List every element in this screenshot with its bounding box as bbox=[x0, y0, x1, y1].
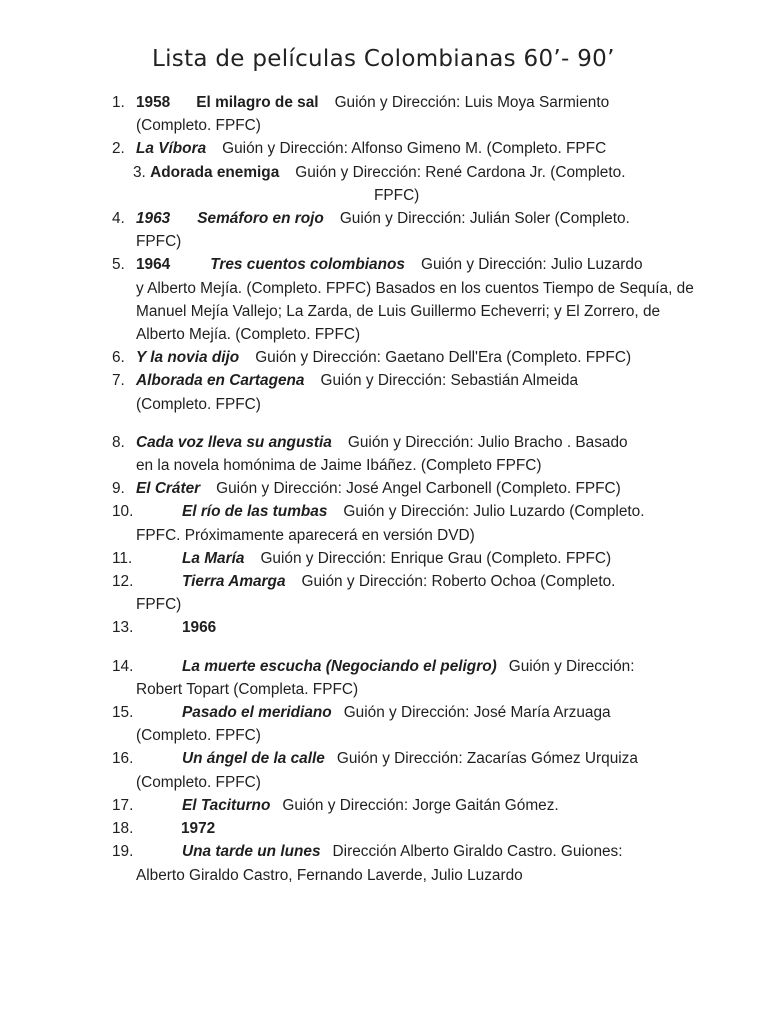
item-description: Guión y Dirección: Enrique Grau (Completo. FPFC) bbox=[260, 549, 612, 567]
item-continuation: (Completo. FPFC) bbox=[136, 727, 261, 745]
item-description: Guión y Dirección: José María Arzuaga bbox=[343, 704, 611, 722]
item-number: 10. bbox=[112, 503, 134, 521]
item-year: 1963 bbox=[136, 210, 171, 228]
list-item-6 bbox=[0, 346, 768, 369]
item-film-title: El Taciturno bbox=[182, 796, 271, 814]
list-item-3 bbox=[0, 161, 768, 207]
item-continuation: FPFC) bbox=[136, 233, 182, 251]
item-number: 16. bbox=[112, 750, 134, 768]
item-film-title: El Cráter bbox=[136, 480, 201, 498]
item-description: Guión y Dirección: Julio Luzardo (Completo. bbox=[343, 503, 645, 521]
item-film-title: Semáforo en rojo bbox=[197, 210, 324, 228]
item-description: Guión y Dirección: Roberto Ochoa (Completo. bbox=[301, 573, 616, 591]
item-continuation: en la novela homónima de Jaime Ibáñez. (Completo FPFC) bbox=[136, 457, 542, 475]
film-list bbox=[0, 91, 768, 887]
list-item-10 bbox=[0, 500, 768, 546]
item-description: Guión y Dirección: bbox=[508, 657, 635, 675]
item-number: 8. bbox=[112, 433, 125, 451]
item-film-title: La María bbox=[182, 549, 245, 567]
item-continuation: (Completo. FPFC) bbox=[136, 395, 261, 413]
list-item-19 bbox=[0, 840, 768, 886]
list-item-2 bbox=[0, 137, 768, 160]
item-continuation: FPFC) bbox=[136, 596, 182, 614]
list-item-1 bbox=[0, 91, 768, 137]
item-number: 17. bbox=[112, 796, 134, 814]
item-continuation: (Completo. FPFC) bbox=[136, 117, 261, 135]
list-item-5 bbox=[0, 253, 768, 346]
item-number: 11. bbox=[112, 549, 133, 567]
item-number: 2. bbox=[112, 140, 125, 158]
item-film-title: Tierra Amarga bbox=[182, 573, 286, 591]
item-number: 6. bbox=[112, 349, 125, 367]
item-number: 13. bbox=[112, 619, 134, 637]
item-continuation: Robert Topart (Completa. FPFC) bbox=[136, 680, 359, 698]
item-number: 3. bbox=[133, 163, 146, 181]
item-description: Guión y Dirección: Luis Moya Sarmiento bbox=[334, 94, 610, 111]
item-number: 7. bbox=[112, 372, 125, 390]
item-description: Guión y Dirección: Jorge Gaitán Gómez. bbox=[282, 796, 559, 814]
item-description: Guión y Dirección: Julio Bracho . Basado bbox=[347, 433, 628, 451]
list-item-7 bbox=[0, 369, 768, 415]
item-number: 1. bbox=[112, 94, 125, 111]
item-film-title: Y la novia dijo bbox=[136, 349, 240, 367]
item-number: 5. bbox=[112, 256, 125, 274]
list-item-12 bbox=[0, 570, 768, 616]
item-film-title: Pasado el meridiano bbox=[182, 704, 332, 722]
item-number: 15. bbox=[112, 704, 134, 722]
item-description: Guión y Dirección: Julián Soler (Completo. bbox=[339, 210, 630, 228]
list-item-16 bbox=[0, 747, 768, 793]
item-year: 1966 bbox=[182, 619, 217, 637]
item-film-title: El milagro de sal bbox=[196, 94, 319, 111]
item-description: Guión y Dirección: René Cardona Jr. (Completo. bbox=[295, 163, 626, 181]
item-number: 14. bbox=[112, 657, 134, 675]
item-description: Guión y Dirección: José Angel Carbonell (Completo. FPFC) bbox=[216, 480, 621, 498]
list-item-9 bbox=[0, 477, 768, 500]
item-number: 19. bbox=[112, 843, 134, 861]
item-film-title: La Víbora bbox=[136, 140, 207, 158]
item-continuation: y Alberto Mejía. (Completo. FPFC) Basados en los cuentos Tiempo de Sequía, de Manuel Mejía Vallejo; La Zarda, de Luis Guillermo Echeverri; y El Zorrero, de Alberto Mejía. (Completo. FPFC) bbox=[136, 279, 694, 344]
list-item-4 bbox=[0, 207, 768, 253]
list-item-18 bbox=[0, 817, 768, 840]
item-description: Guión y Dirección: Zacarías Gómez Urquiza bbox=[336, 750, 638, 768]
item-year: 1958 bbox=[136, 94, 171, 111]
list-item-15 bbox=[0, 701, 768, 747]
item-film-title: Adorada enemiga bbox=[150, 163, 280, 181]
page-title: Lista de películas Colombianas 60’- 90’ bbox=[152, 46, 615, 72]
item-number: 9. bbox=[112, 480, 125, 498]
list-item-11 bbox=[0, 547, 768, 570]
item-film-title: Una tarde un lunes bbox=[182, 843, 321, 861]
item-film-title: Tres cuentos colombianos bbox=[210, 256, 405, 274]
list-item-14 bbox=[0, 655, 768, 701]
item-number: 12. bbox=[112, 573, 134, 591]
item-year: 1972 bbox=[181, 820, 216, 838]
item-continuation: FPFC. Próximamente aparecerá en versión DVD) bbox=[136, 526, 475, 544]
item-continuation: (Completo. FPFC) bbox=[136, 773, 261, 791]
item-film-title: Cada voz lleva su angustia bbox=[136, 433, 332, 451]
item-film-title: La muerte escucha (Negociando el peligro) bbox=[182, 657, 497, 675]
item-number: 18. bbox=[112, 820, 134, 838]
list-item-8 bbox=[0, 431, 768, 477]
item-description: Guión y Dirección: Alfonso Gimeno M. (Completo. FPFC bbox=[222, 140, 607, 158]
item-film-title: El río de las tumbas bbox=[182, 503, 328, 521]
item-description: Guión y Dirección: Sebastián Almeida bbox=[320, 372, 578, 390]
item-description: Guión y Dirección: Julio Luzardo bbox=[420, 256, 643, 274]
item-description: Guión y Dirección: Gaetano Dell'Era (Completo. FPFC) bbox=[255, 349, 632, 367]
item-film-title: Alborada en Cartagena bbox=[136, 372, 305, 390]
item-film-title: Un ángel de la calle bbox=[182, 750, 325, 768]
list-item-17 bbox=[0, 794, 768, 817]
item-number: 4. bbox=[112, 210, 125, 228]
item-description: Dirección Alberto Giraldo Castro. Guiones: bbox=[332, 843, 623, 861]
list-item-13 bbox=[0, 616, 768, 639]
item-continuation: FPFC) bbox=[374, 186, 420, 204]
item-year: 1964 bbox=[136, 256, 171, 274]
item-continuation: Alberto Giraldo Castro, Fernando Laverde, Julio Luzardo bbox=[136, 866, 523, 884]
